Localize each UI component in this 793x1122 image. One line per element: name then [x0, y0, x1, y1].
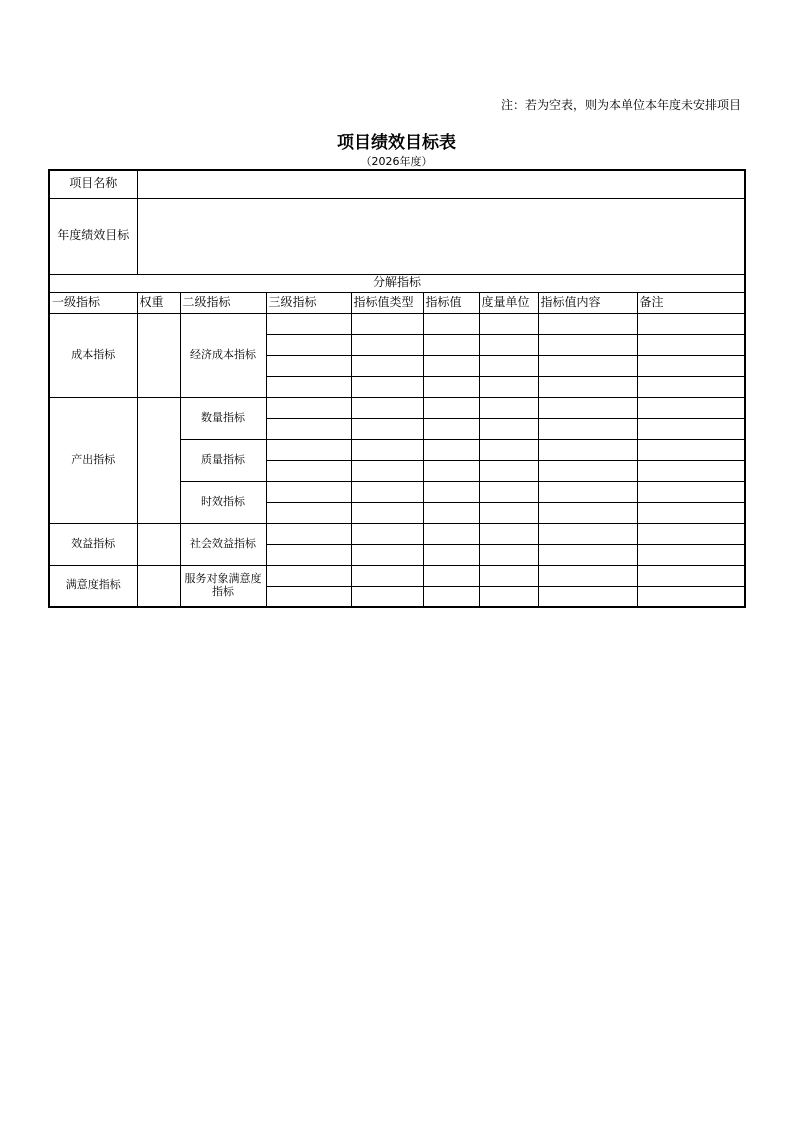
annual-goal-label: 年度绩效目标 — [49, 198, 137, 274]
annual-goal-row — [49, 198, 745, 274]
breakdown-row — [49, 274, 745, 292]
weight-cell — [137, 397, 180, 523]
project-name-row — [49, 170, 745, 198]
level2-timeliness: 时效指标 — [180, 481, 266, 523]
project-name-label: 项目名称 — [49, 170, 137, 198]
header-level3: 三级指标 — [266, 292, 351, 313]
annual-goal-cell — [137, 198, 745, 274]
header-unit: 度量单位 — [479, 292, 538, 313]
table-note: 注：若为空表，则为本单位本年度未安排项目 — [500, 98, 741, 112]
header-weight: 权重 — [137, 292, 180, 313]
header-value: 指标值 — [423, 292, 479, 313]
level1-satisfaction: 满意度指标 — [49, 565, 137, 607]
level2-service-satisfaction: 服务对象满意度指标 — [180, 565, 266, 607]
level2-economic-cost: 经济成本指标 — [180, 313, 266, 397]
header-level2: 二级指标 — [180, 292, 266, 313]
level1-output: 产出指标 — [49, 397, 137, 523]
page-title: 项目绩效目标表 — [337, 133, 456, 153]
level2-quantity: 数量指标 — [180, 397, 266, 439]
level2-social-benefit: 社会效益指标 — [180, 523, 266, 565]
table-row — [49, 523, 745, 544]
table-row — [49, 313, 745, 334]
breakdown-label: 分解指标 — [49, 274, 745, 292]
project-name-cell — [137, 170, 745, 198]
table-row — [49, 565, 745, 586]
weight-cell — [137, 565, 180, 607]
table-row — [49, 397, 745, 418]
header-value-content: 指标值内容 — [538, 292, 637, 313]
weight-cell — [137, 313, 180, 397]
header-level1: 一级指标 — [49, 292, 137, 313]
performance-goal-table — [48, 169, 746, 608]
header-value-type: 指标值类型 — [351, 292, 423, 313]
level1-cost: 成本指标 — [49, 313, 137, 397]
level2-quality: 质量指标 — [180, 439, 266, 481]
header-remark: 备注 — [637, 292, 745, 313]
header-row — [49, 292, 745, 313]
weight-cell — [137, 523, 180, 565]
level1-benefit: 效益指标 — [49, 523, 137, 565]
page-subtitle: （2026年度） — [360, 155, 433, 168]
